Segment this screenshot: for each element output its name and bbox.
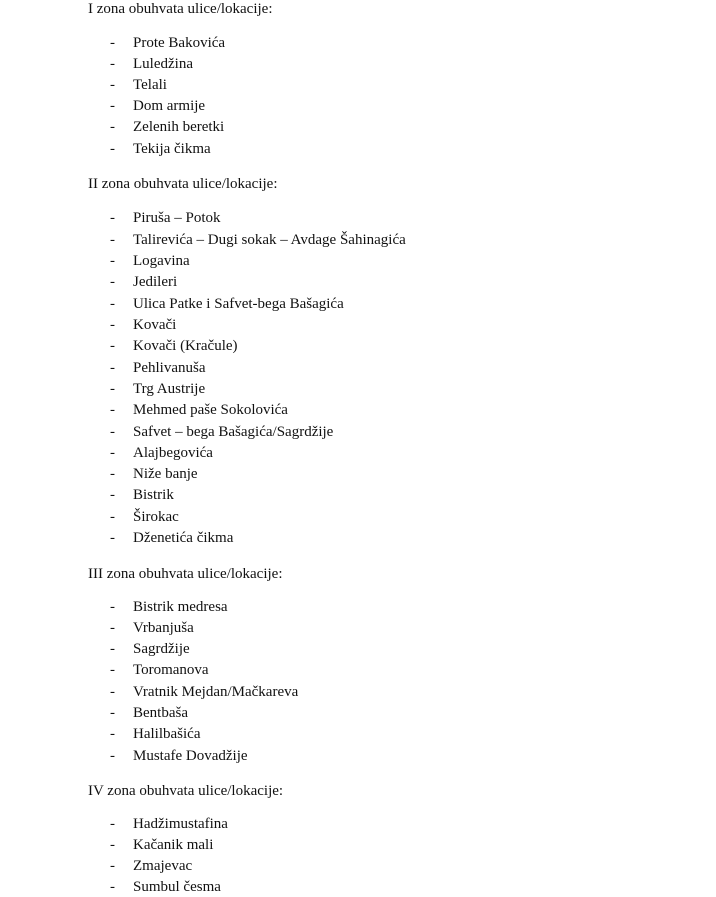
list-item: [0, 422, 716, 442]
list-item: [0, 33, 716, 53]
list-item: [0, 294, 716, 314]
street-name: Pehlivanuša: [133, 360, 206, 376]
bullet-dash: -: [110, 748, 115, 764]
list-item: [0, 703, 716, 723]
list-item: [0, 814, 716, 834]
street-name: Niže banje: [133, 466, 198, 482]
bullet-dash: -: [110, 119, 115, 135]
street-name: Telali: [133, 77, 167, 93]
bullet-dash: -: [110, 445, 115, 461]
bullet-dash: -: [110, 210, 115, 226]
zone-4-heading: IV zona obuhvata ulice/lokacije:: [88, 783, 284, 799]
list-item: [0, 724, 716, 744]
list-item: [0, 75, 716, 95]
street-name: Logavina: [133, 253, 190, 269]
street-name: Vratnik Mejdan/Mačkareva: [133, 684, 299, 700]
list-item: [0, 485, 716, 505]
street-name: Jedileri: [133, 274, 178, 290]
bullet-dash: -: [110, 424, 115, 440]
bullet-dash: -: [110, 816, 115, 832]
street-name: Kovači (Kračule): [133, 338, 238, 354]
list-item: [0, 117, 716, 137]
list-item: [0, 336, 716, 356]
bullet-dash: -: [110, 381, 115, 397]
list-item: [0, 54, 716, 74]
bullet-dash: -: [110, 253, 115, 269]
street-name: Kovači: [133, 317, 177, 333]
bullet-dash: -: [110, 684, 115, 700]
street-name: Bistrik medresa: [133, 599, 228, 615]
street-name: Ulica Patke i Safvet-bega Bašagića: [133, 296, 344, 312]
list-item: [0, 618, 716, 638]
list-item: [0, 96, 716, 116]
list-item: [0, 139, 716, 159]
bullet-dash: -: [110, 662, 115, 678]
list-item: [0, 528, 716, 548]
list-item: [0, 251, 716, 271]
bullet-dash: -: [110, 317, 115, 333]
bullet-dash: -: [110, 466, 115, 482]
bullet-dash: -: [110, 641, 115, 657]
bullet-dash: -: [110, 98, 115, 114]
zone-1-heading: I zona obuhvata ulice/lokacije:: [88, 1, 273, 17]
bullet-dash: -: [110, 879, 115, 895]
bullet-dash: -: [110, 726, 115, 742]
street-name: Zelenih beretki: [133, 119, 225, 135]
street-name: Mehmed paše Sokolovića: [133, 402, 288, 418]
bullet-dash: -: [110, 35, 115, 51]
bullet-dash: -: [110, 360, 115, 376]
list-item: [0, 379, 716, 399]
street-name: Piruša – Potok: [133, 210, 221, 226]
list-item: [0, 507, 716, 527]
list-item: [0, 400, 716, 420]
bullet-dash: -: [110, 274, 115, 290]
street-name: Sagrdžije: [133, 641, 190, 657]
list-item: [0, 597, 716, 617]
bullet-dash: -: [110, 530, 115, 546]
street-name: Kačanik mali: [133, 837, 214, 853]
street-name: Vrbanjuša: [133, 620, 194, 636]
bullet-dash: -: [110, 837, 115, 853]
bullet-dash: -: [110, 705, 115, 721]
bullet-dash: -: [110, 232, 115, 248]
street-name: Halilbašića: [133, 726, 201, 742]
street-name: Hadžimustafina: [133, 816, 228, 832]
street-name: Bentbaša: [133, 705, 188, 721]
street-name: Toromanova: [133, 662, 209, 678]
bullet-dash: -: [110, 402, 115, 418]
list-item: [0, 856, 716, 876]
zone-3-heading: III zona obuhvata ulice/lokacije:: [88, 566, 283, 582]
list-item: [0, 230, 716, 250]
list-item: [0, 464, 716, 484]
bullet-dash: -: [110, 338, 115, 354]
street-name: Tekija čikma: [133, 141, 211, 157]
list-item: [0, 315, 716, 335]
zone-2-heading: II zona obuhvata ulice/lokacije:: [88, 176, 278, 192]
street-name: Mustafe Dovadžije: [133, 748, 248, 764]
list-item: [0, 443, 716, 463]
street-name: Dom armije: [133, 98, 206, 114]
bullet-dash: -: [110, 509, 115, 525]
street-name: Bistrik: [133, 487, 174, 503]
street-name: Širokac: [133, 509, 179, 525]
bullet-dash: -: [110, 141, 115, 157]
street-name: Alajbegovića: [133, 445, 213, 461]
bullet-dash: -: [110, 487, 115, 503]
list-item: [0, 660, 716, 680]
bullet-dash: -: [110, 599, 115, 615]
street-name: Zmajevac: [133, 858, 193, 874]
street-name: Sumbul česma: [133, 879, 221, 895]
street-name: Prote Bakovića: [133, 35, 226, 51]
list-item: [0, 746, 716, 766]
bullet-dash: -: [110, 296, 115, 312]
list-item: [0, 272, 716, 292]
list-item: [0, 835, 716, 855]
bullet-dash: -: [110, 620, 115, 636]
street-name: Dženetića čikma: [133, 530, 234, 546]
bullet-dash: -: [110, 56, 115, 72]
bullet-dash: -: [110, 858, 115, 874]
list-item: [0, 877, 716, 897]
list-item: [0, 682, 716, 702]
street-name: Luledžina: [133, 56, 193, 72]
bullet-dash: -: [110, 77, 115, 93]
list-item: [0, 358, 716, 378]
street-name: Talirevića – Dugi sokak – Avdage Šahinagića: [133, 232, 406, 248]
street-name: Safvet – bega Bašagića/Sagrdžije: [133, 424, 334, 440]
list-item: [0, 208, 716, 228]
street-name: Trg Austrije: [133, 381, 206, 397]
list-item: [0, 639, 716, 659]
